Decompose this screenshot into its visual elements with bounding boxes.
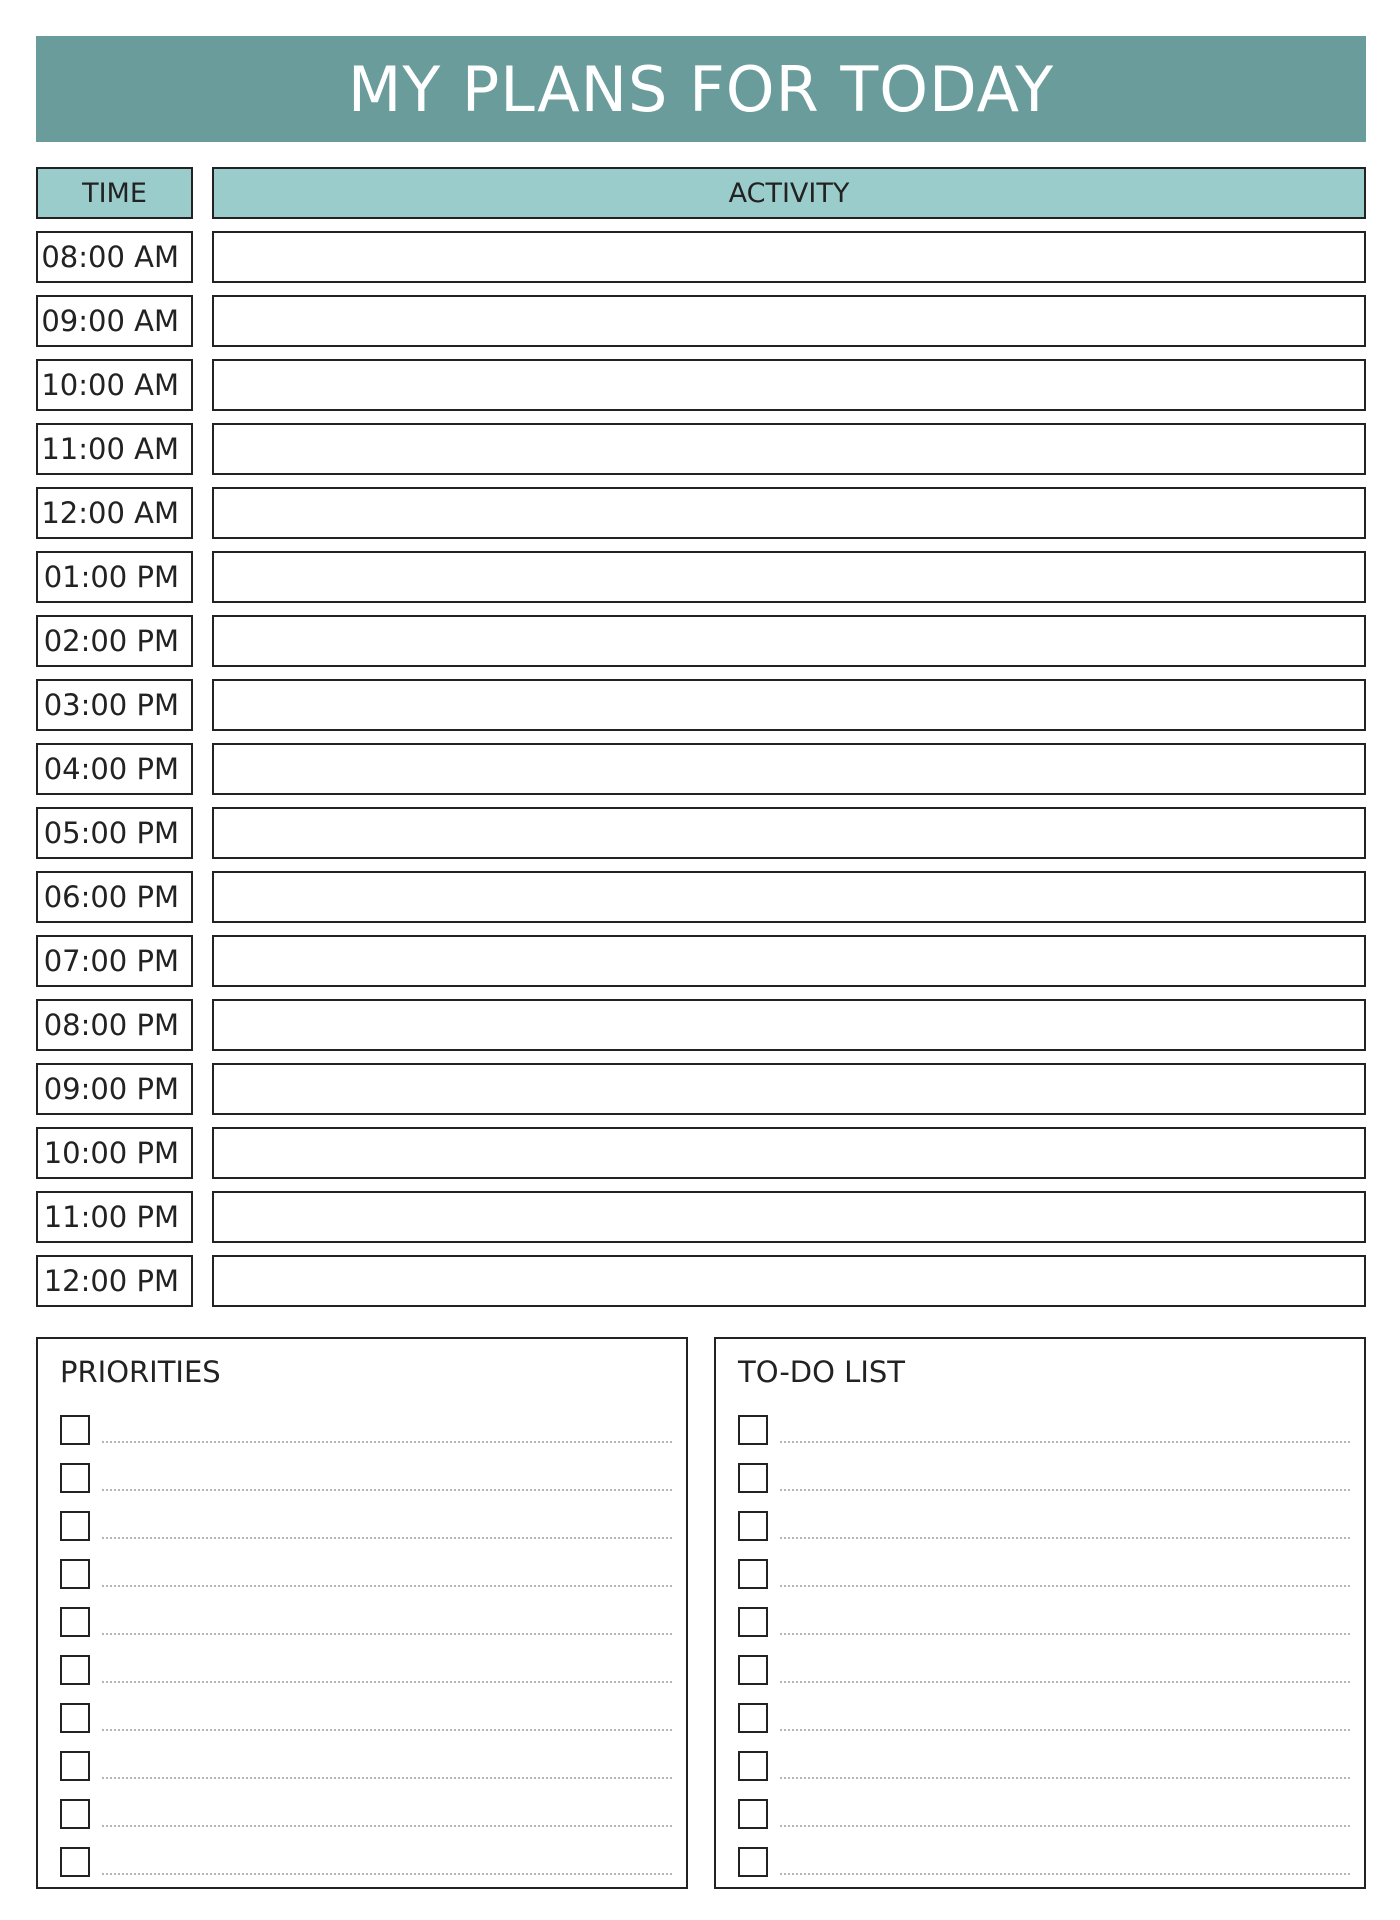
schedule-row: [36, 359, 1366, 411]
todo-write-line[interactable]: [780, 1873, 1350, 1875]
priority-write-line[interactable]: [102, 1441, 672, 1443]
time-cell: 12:00 PM: [36, 1255, 193, 1307]
activity-field[interactable]: [212, 295, 1366, 347]
priority-write-line[interactable]: [102, 1729, 672, 1731]
priority-checkbox[interactable]: [60, 1799, 90, 1829]
priority-item: [60, 1637, 672, 1685]
schedule-row: [36, 679, 1366, 731]
todo-item: [738, 1445, 1350, 1493]
priority-item: [60, 1781, 672, 1829]
todo-write-line[interactable]: [780, 1537, 1350, 1539]
priority-checkbox[interactable]: [60, 1703, 90, 1733]
priority-checkbox[interactable]: [60, 1751, 90, 1781]
activity-field[interactable]: [212, 999, 1366, 1051]
todo-box: [714, 1337, 1366, 1889]
activity-field[interactable]: [212, 935, 1366, 987]
schedule-row: [36, 807, 1366, 859]
schedule-row: [36, 615, 1366, 667]
schedule-row: [36, 295, 1366, 347]
priority-write-line[interactable]: [102, 1585, 672, 1587]
priority-item: [60, 1397, 672, 1445]
activity-field[interactable]: [212, 679, 1366, 731]
todo-checkbox[interactable]: [738, 1847, 768, 1877]
todo-item: [738, 1589, 1350, 1637]
todo-checkbox[interactable]: [738, 1703, 768, 1733]
time-cell: 08:00 AM: [36, 231, 193, 283]
todo-write-line[interactable]: [780, 1825, 1350, 1827]
priority-checkbox[interactable]: [60, 1559, 90, 1589]
todo-write-line[interactable]: [780, 1489, 1350, 1491]
todo-item: [738, 1637, 1350, 1685]
priority-checkbox[interactable]: [60, 1607, 90, 1637]
todo-checkbox[interactable]: [738, 1751, 768, 1781]
priority-checkbox[interactable]: [60, 1655, 90, 1685]
todo-write-line[interactable]: [780, 1729, 1350, 1731]
priority-write-line[interactable]: [102, 1633, 672, 1635]
priority-write-line[interactable]: [102, 1489, 672, 1491]
priorities-list: [60, 1397, 672, 1877]
schedule-row: [36, 1063, 1366, 1115]
schedule-row: [36, 743, 1366, 795]
priority-item: [60, 1589, 672, 1637]
priority-item: [60, 1445, 672, 1493]
todo-list: [738, 1397, 1350, 1877]
priority-write-line[interactable]: [102, 1537, 672, 1539]
activity-field[interactable]: [212, 1063, 1366, 1115]
todo-checkbox[interactable]: [738, 1559, 768, 1589]
schedule-table: [36, 167, 1366, 1319]
priority-item: [60, 1733, 672, 1781]
schedule-row: [36, 871, 1366, 923]
todo-item: [738, 1541, 1350, 1589]
time-cell: 08:00 PM: [36, 999, 193, 1051]
todo-item: [738, 1781, 1350, 1829]
todo-write-line[interactable]: [780, 1633, 1350, 1635]
priority-checkbox[interactable]: [60, 1847, 90, 1877]
todo-checkbox[interactable]: [738, 1463, 768, 1493]
time-cell: 10:00 PM: [36, 1127, 193, 1179]
todo-item: [738, 1685, 1350, 1733]
todo-item: [738, 1829, 1350, 1877]
activity-field[interactable]: [212, 487, 1366, 539]
priority-item: [60, 1685, 672, 1733]
time-cell: 11:00 PM: [36, 1191, 193, 1243]
priority-item: [60, 1541, 672, 1589]
activity-field[interactable]: [212, 231, 1366, 283]
schedule-row: [36, 1191, 1366, 1243]
todo-item: [738, 1733, 1350, 1781]
time-cell: 06:00 PM: [36, 871, 193, 923]
priority-write-line[interactable]: [102, 1873, 672, 1875]
schedule-row: [36, 423, 1366, 475]
activity-field[interactable]: [212, 1191, 1366, 1243]
activity-field[interactable]: [212, 1127, 1366, 1179]
todo-write-line[interactable]: [780, 1681, 1350, 1683]
activity-field[interactable]: [212, 423, 1366, 475]
activity-column-header: ACTIVITY: [212, 167, 1366, 219]
schedule-row: [36, 487, 1366, 539]
priorities-box: [36, 1337, 688, 1889]
schedule-row: [36, 935, 1366, 987]
time-cell: 04:00 PM: [36, 743, 193, 795]
time-cell: 01:00 PM: [36, 551, 193, 603]
todo-item: [738, 1397, 1350, 1445]
todo-write-line[interactable]: [780, 1441, 1350, 1443]
priority-write-line[interactable]: [102, 1825, 672, 1827]
time-cell: 09:00 AM: [36, 295, 193, 347]
todo-checkbox[interactable]: [738, 1511, 768, 1541]
time-cell: 10:00 AM: [36, 359, 193, 411]
time-cell: 12:00 AM: [36, 487, 193, 539]
priority-checkbox[interactable]: [60, 1415, 90, 1445]
priority-checkbox[interactable]: [60, 1463, 90, 1493]
activity-field[interactable]: [212, 743, 1366, 795]
priority-checkbox[interactable]: [60, 1511, 90, 1541]
activity-field[interactable]: [212, 551, 1366, 603]
page-title: MY PLANS FOR TODAY: [36, 36, 1366, 142]
todo-checkbox[interactable]: [738, 1655, 768, 1685]
todo-checkbox[interactable]: [738, 1799, 768, 1829]
todo-checkbox[interactable]: [738, 1607, 768, 1637]
priority-write-line[interactable]: [102, 1681, 672, 1683]
time-column-header: TIME: [36, 167, 193, 219]
priorities-title: PRIORITIES: [60, 1355, 221, 1389]
priority-item: [60, 1493, 672, 1541]
schedule-row: [36, 1255, 1366, 1307]
time-cell: 05:00 PM: [36, 807, 193, 859]
schedule-row: [36, 551, 1366, 603]
activity-field[interactable]: [212, 807, 1366, 859]
todo-item: [738, 1493, 1350, 1541]
time-cell: 03:00 PM: [36, 679, 193, 731]
priority-write-line[interactable]: [102, 1777, 672, 1779]
time-cell: 07:00 PM: [36, 935, 193, 987]
time-cell: 11:00 AM: [36, 423, 193, 475]
schedule-row: [36, 999, 1366, 1051]
activity-field[interactable]: [212, 359, 1366, 411]
activity-field[interactable]: [212, 871, 1366, 923]
schedule-header-row: [36, 167, 1366, 219]
schedule-row: [36, 231, 1366, 283]
activity-field[interactable]: [212, 615, 1366, 667]
todo-write-line[interactable]: [780, 1585, 1350, 1587]
todo-checkbox[interactable]: [738, 1415, 768, 1445]
schedule-row: [36, 1127, 1366, 1179]
todo-write-line[interactable]: [780, 1777, 1350, 1779]
todo-title: TO-DO LIST: [738, 1355, 906, 1389]
time-cell: 02:00 PM: [36, 615, 193, 667]
time-cell: 09:00 PM: [36, 1063, 193, 1115]
priority-item: [60, 1829, 672, 1877]
activity-field[interactable]: [212, 1255, 1366, 1307]
